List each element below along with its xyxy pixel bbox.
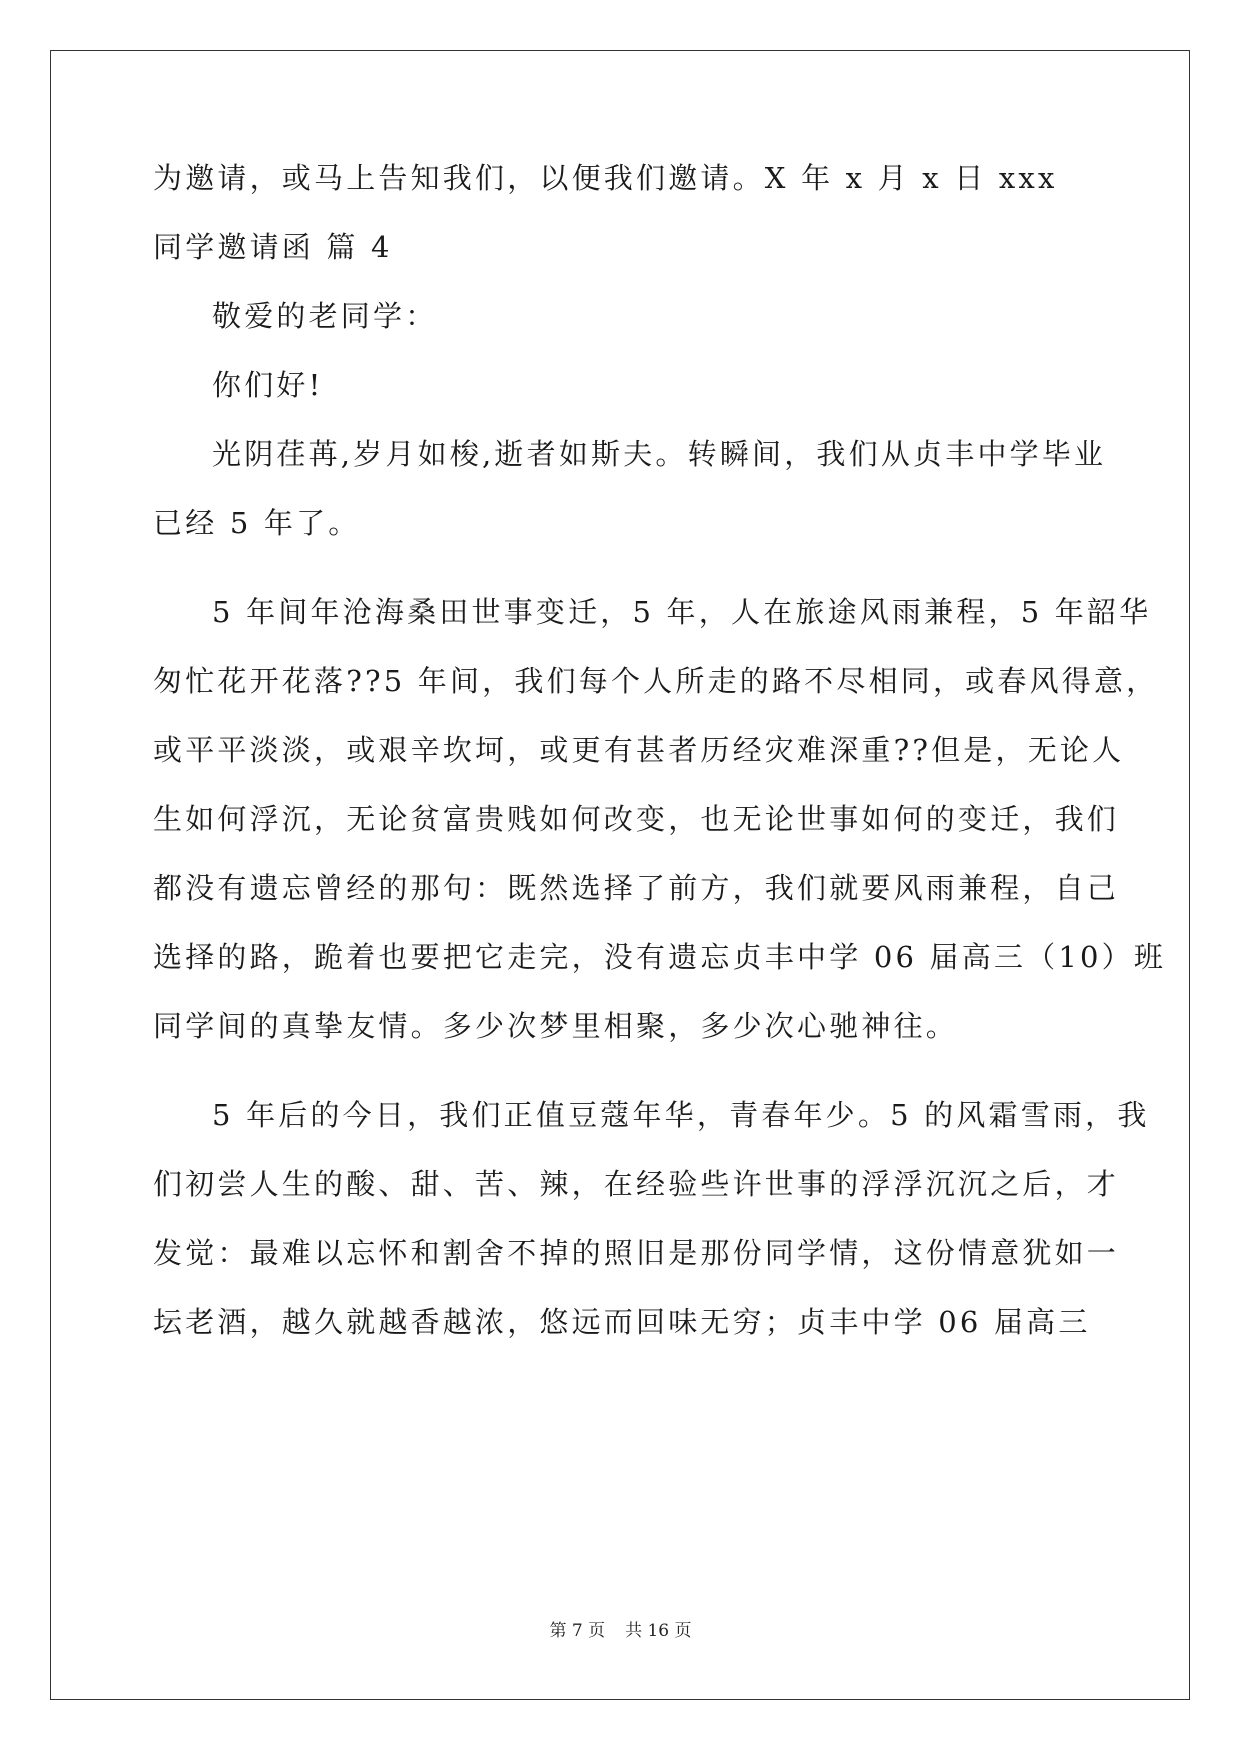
text-line: 发觉：最难以忘怀和割舍不掉的照旧是那份同学情，这份情意犹如一 — [153, 1236, 1120, 1270]
greeting: 你们好! — [212, 368, 324, 402]
salutation: 敬爱的老同学： — [212, 299, 438, 333]
text-line: 同学间的真挚友情。多少次梦里相聚，多少次心驰神往。 — [153, 1009, 959, 1043]
text-line: 为邀请，或马上告知我们，以便我们邀请。X 年 x 月 x 日 xxx — [153, 161, 1058, 195]
text-line: 们初尝人生的酸、甜、苦、辣，在经验些许世事的浮浮沉沉之后，才 — [153, 1167, 1120, 1201]
page-footer — [0, 1620, 1241, 1642]
section-heading: 同学邀请函 篇 4 — [153, 230, 393, 264]
text-line: 生如何浮沉，无论贫富贵贱如何改变，也无论世事如何的变迁，我们 — [153, 802, 1120, 836]
text-line: 坛老酒，越久就越香越浓，悠远而回味无穷；贞丰中学 06 届高三 — [153, 1305, 1091, 1339]
text-line: 都没有遗忘曾经的那句：既然选择了前方，我们就要风雨兼程，自己 — [153, 871, 1120, 905]
page-number: 第 7 页 — [549, 1621, 606, 1641]
text-line: 已经 5 年了。 — [153, 506, 361, 540]
text-line: 或平平淡淡，或艰辛坎坷，或更有甚者历经灾难深重??但是，无论人 — [153, 733, 1125, 767]
text-line: 选择的路，跪着也要把它走完，没有遗忘贞丰中学 06 届高三（10）班 — [153, 940, 1167, 974]
text-line: 光阴荏苒,岁月如梭,逝者如斯夫。转瞬间，我们从贞丰中学毕业 — [212, 437, 1107, 471]
page-total: 共 16 页 — [625, 1621, 692, 1641]
text-line: 5 年后的今日，我们正值豆蔻年华，青春年少。5 的风霜雪雨，我 — [212, 1098, 1150, 1132]
text-line: 匆忙花开花落??5 年间，我们每个人所走的路不尽相同，或春风得意， — [153, 664, 1159, 698]
text-line: 5 年间年沧海桑田世事变迁，5 年，人在旅途风雨兼程，5 年韶华 — [212, 595, 1152, 629]
